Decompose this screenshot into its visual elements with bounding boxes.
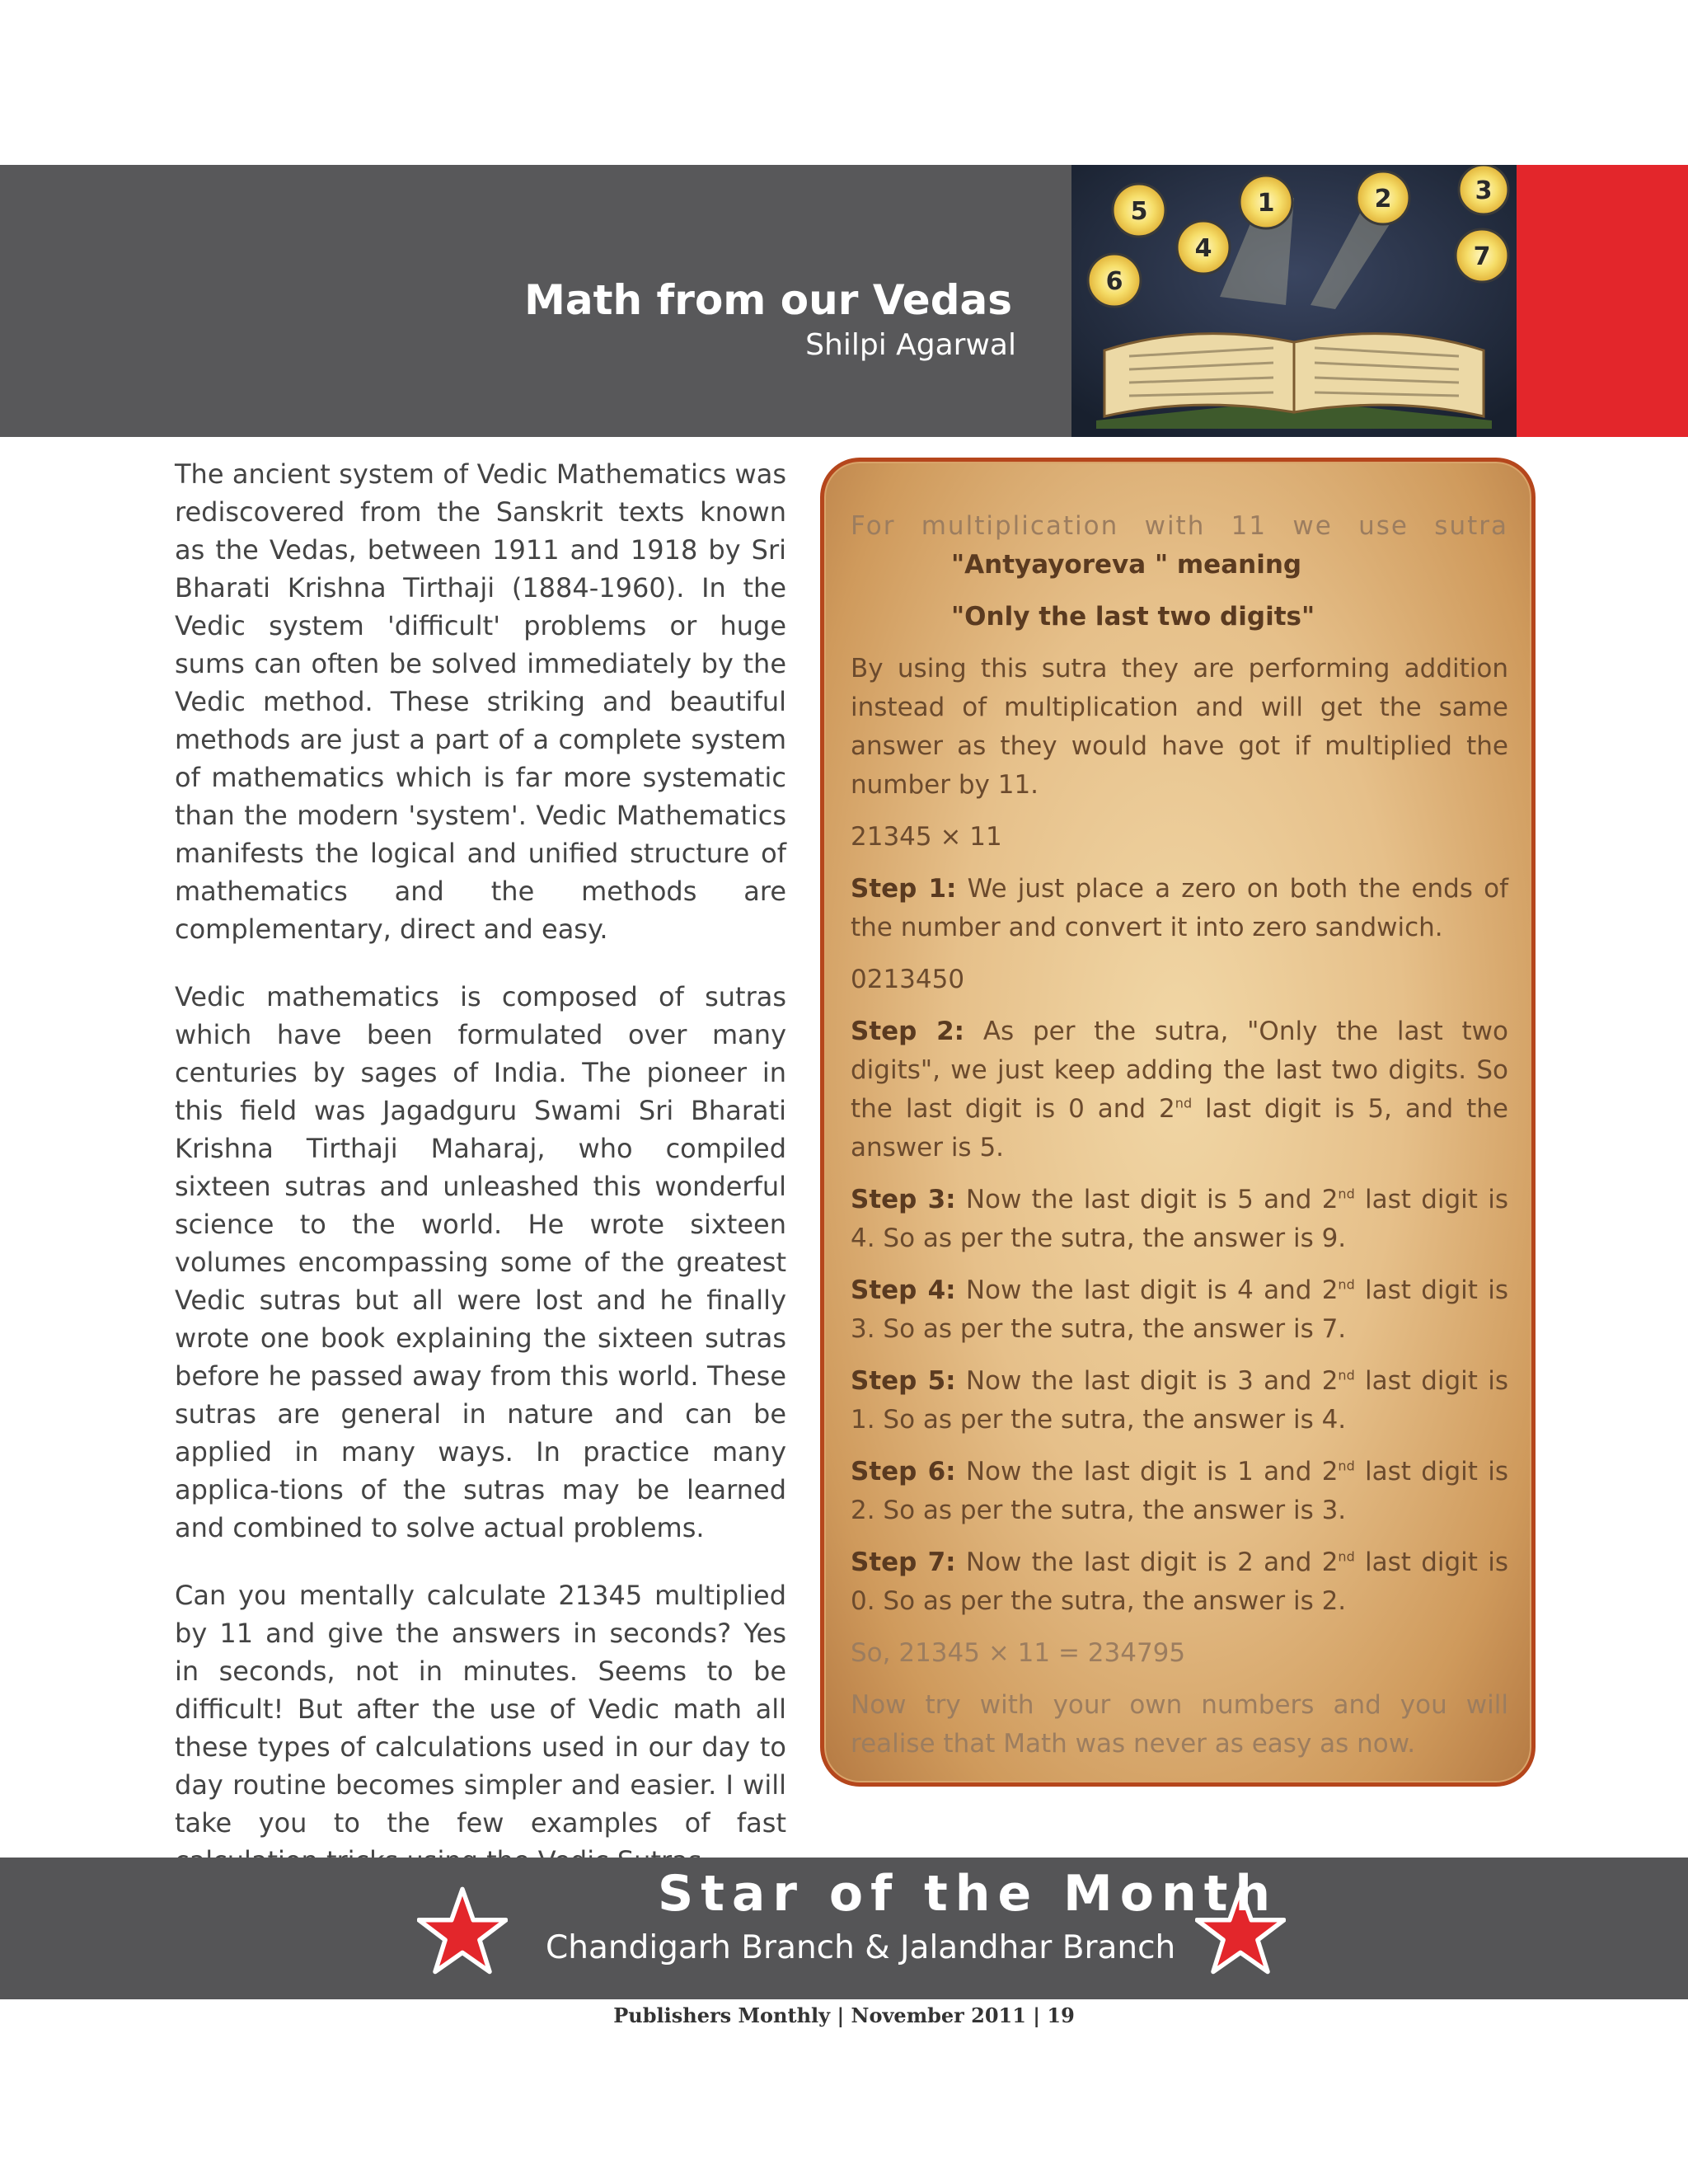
zero-sandwich-number: 0213450 [851,965,965,994]
star-of-month-title: Star of the Month [658,1865,1278,1923]
svg-text:6: 6 [1105,267,1123,296]
article-title: Math from our Vedas [524,276,1012,324]
star-icon [417,1886,508,1976]
article-body-left [175,455,786,1909]
final-result: So, 21345 × 11 = 234795 [851,1638,1186,1668]
step-3: Step 3: Now the last digit is 5 and 2nd last digit is 4. So as per the sutra, the answer is 9. [851,1185,1508,1253]
body-paragraph: Can you mentally calculate 21345 multiplied by 11 and give the answers in seconds? Yes in seconds, not in minutes. Seems to be difficult! But after the use of Vedic math all these types of calculations used in our day to day routine becomes simpler and easier. I will take you to the few examples of fast [175,1580,786,1839]
step-6: Step 6: Now the last digit is 1 and 2nd last digit is 2. So as per the sutra, the answer is 3. [851,1457,1508,1525]
book-with-bulbs-icon [1071,165,1517,437]
svg-text:7: 7 [1473,242,1491,271]
svg-text:4: 4 [1194,234,1212,263]
open-book-illustration [1071,165,1517,437]
svg-text:3: 3 [1475,176,1493,205]
step-5: Step 5: Now the last digit is 3 and 2nd last digit is 1. So as per the sutra, the answer is 4. [851,1366,1508,1435]
body-paragraph: The ancient system of Vedic Mathematics was rediscovered from the Sanskrit texts known as the Vedas, between 1911 and 1918 by Sri Bharati Krishna Tirthaji (1884-1960). In the Vedic system 'difficult' problems or huge sums can often be solved immediately by the Vedic method. These striking and beautiful methods are just a part of a complete system of mathematics which is far more systematic than the modern 'system'. Vedic Mathematics manifests the logical and unified structure of mathematics and the methods are complementary, direct and easy. [175,458,786,945]
svg-text:5: 5 [1130,197,1148,226]
article-author: Shilpi Agarwal [805,328,1016,362]
problem-statement: 21345 × 11 [851,822,1002,852]
box-explanation: By using this sutra they are performing addition instead of multiplication and will get the same answer as they would have got if multiplied the number by 11. [851,654,1508,800]
sutra-name: "Antyayoreva " meaning [951,550,1302,580]
step-1: Step 1: We just place a zero on both the ends of the number and convert it into zero sandwich. [851,874,1509,942]
step-7: Step 7: Now the last digit is 2 and 2nd last digit is 0. So as per the sutra, the answer is 2. [851,1548,1508,1616]
sutra-example-box [820,458,1536,1787]
page-footer: Publishers Monthly | November 2011 | 19 [613,2003,1075,2027]
step-4: Step 4: Now the last digit is 4 and 2nd last digit is 3. So as per the sutra, the answer is 7. [851,1275,1508,1344]
svg-text:2: 2 [1374,185,1392,214]
closing-note: Now try with your own numbers and you will realise that Math was never as easy as now. [851,1690,1508,1759]
box-intro: For multiplication with 11 we use sutra [851,511,1508,541]
sutra-meaning: "Only the last two digits" [951,602,1315,632]
step-2: Step 2: As per the sutra, "Only the last two digits", we just keep adding the last two digits. So the last digit is 0 and 2nd last digit is 5, and the answer is 5. [851,1017,1509,1162]
star-of-month-branches: Chandigarh Branch & Jalandhar Branch [546,1929,1176,1966]
body-paragraph: Vedic mathematics is composed of sutras which have been formulated over many centuries by sages of India. The pioneer in this field was Jagadguru Swami Sri Bharati Krishna Tirthaji Maharaj, who compiled sixteen sutras and unleashed this wonderful science to the world. He wrote sixteen volumes encompassing some of the greatest Vedic sutras but all were lost and he finally wrote one book explaining the sixteen sutras before he passed away from this world. These sutras are general in nature and can be applied in many ways. In practice many applica-tions of the sutras may be learned and combined to solve actual problems. [175,981,786,1543]
header-accent-block [1517,165,1688,437]
svg-text:1: 1 [1257,189,1275,218]
